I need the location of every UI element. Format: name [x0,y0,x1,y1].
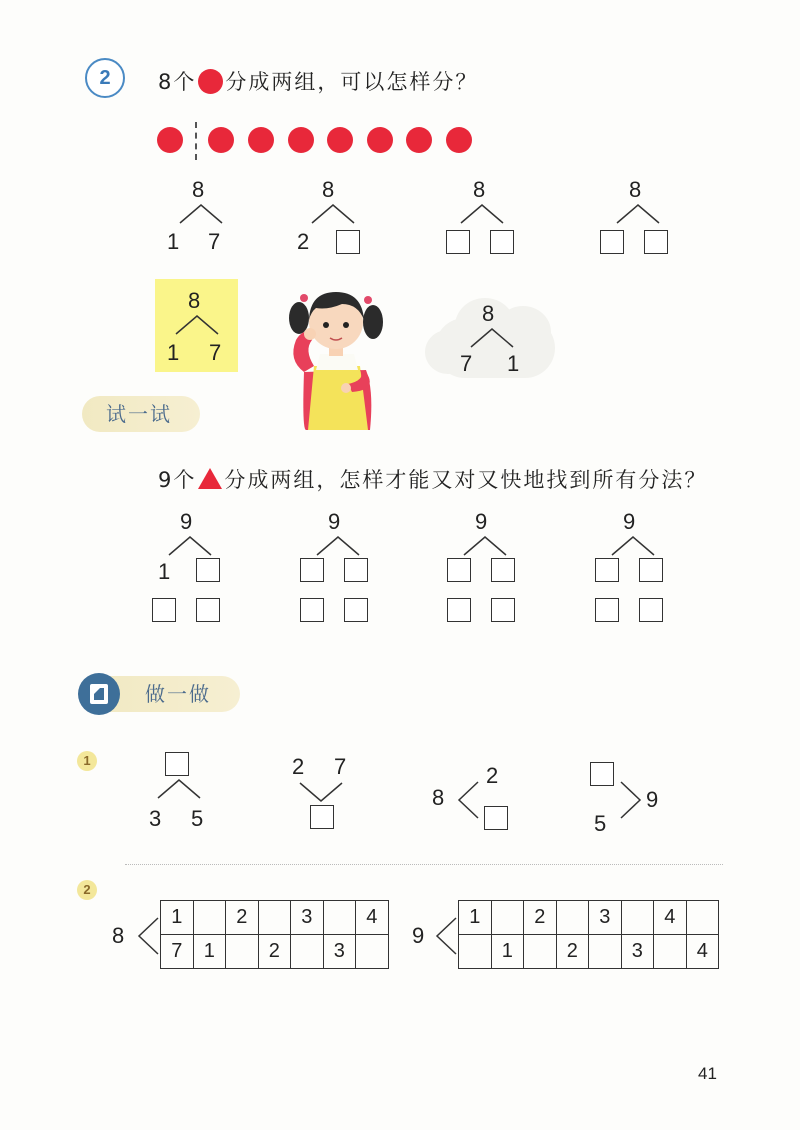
question-text: 9个 分成两组，怎样才能又对又快地找到所有分法？ [158,468,708,492]
red-dot [208,127,234,153]
answer-box[interactable] [639,598,663,622]
split-tree: 9 [445,510,525,630]
split-lines [434,916,460,956]
table-cell[interactable]: 3 [589,901,622,935]
table-row [161,901,389,935]
split-lines [315,535,361,557]
exercise-badge-number: 2 [99,67,111,89]
table-cell[interactable] [356,935,389,969]
answer-box[interactable] [196,558,220,582]
thought-cloud: 8 7 1 [425,290,565,386]
answer-box[interactable] [152,598,176,622]
decomposition-table-9: 9 1 2 3 4 1 2 3 4 [410,898,730,974]
split-tree: 8 [598,178,678,258]
split-lines [469,327,515,349]
split-lines [456,780,482,820]
join-lines [618,780,644,820]
answer-box[interactable] [310,805,334,829]
split-lines [178,203,224,225]
table-cell[interactable] [556,901,589,935]
split-tree: 8 2 [296,178,376,258]
answer-box[interactable] [446,230,470,254]
table-cell[interactable]: 1 [491,935,524,969]
section-title: 试一试 [106,402,172,426]
table-cell[interactable] [323,901,356,935]
table-cell[interactable] [491,901,524,935]
table-cell[interactable] [291,935,324,969]
table-cell[interactable]: 4 [686,935,719,969]
table-cell[interactable] [226,935,259,969]
table-cell[interactable]: 3 [291,901,324,935]
highlighted-split-tree: 8 1 7 [155,279,238,372]
table-cell[interactable]: 3 [621,935,654,969]
decomposition-table-8: 8 1 2 3 4 7 1 2 3 [110,898,400,974]
split-tree: 9 [593,510,673,630]
table-cell[interactable]: 2 [556,935,589,969]
red-dot [157,127,183,153]
decomposition-grid [458,900,719,969]
red-dot [288,127,314,153]
decomposition-grid [160,900,389,969]
answer-box[interactable] [196,598,220,622]
split-lines [136,916,162,956]
split-tree: 9 [298,510,378,630]
answer-box[interactable] [595,598,619,622]
answer-box[interactable] [600,230,624,254]
table-cell[interactable]: 1 [193,935,226,969]
table-cell[interactable]: 4 [356,901,389,935]
exercise-badge [85,58,125,98]
split-lines [174,314,220,336]
table-row [459,901,719,935]
side-split: 8 2 [430,762,520,842]
answer-box[interactable] [590,762,614,786]
split-lines [156,778,202,800]
girl-illustration [282,280,392,430]
answer-box[interactable] [484,806,508,830]
section-header-try [82,396,200,432]
table-cell[interactable] [459,935,492,969]
split-lines [310,203,356,225]
split-lines [459,203,505,225]
split-tree: 3 5 [145,752,225,832]
table-cell[interactable] [524,935,557,969]
split-lines [167,535,213,557]
answer-box[interactable] [595,558,619,582]
table-cell[interactable]: 7 [161,935,194,969]
exercise-number: 1 [77,751,97,771]
split-lines [615,203,661,225]
table-cell[interactable]: 2 [226,901,259,935]
table-cell[interactable]: 3 [323,935,356,969]
dotted-divider [125,864,723,865]
page-number: 41 [698,1064,717,1083]
table-cell[interactable] [589,935,622,969]
table-cell[interactable] [621,901,654,935]
table-cell[interactable]: 1 [161,901,194,935]
split-tree: 9 1 [150,510,230,630]
red-dot [327,127,353,153]
answer-box[interactable] [336,230,360,254]
exercise-number: 2 [77,880,97,900]
split-lines [462,535,508,557]
answer-box[interactable] [644,230,668,254]
dashed-divider [195,122,197,160]
question-text: 8个 分成两组，可以怎样分？ [158,70,479,94]
red-dot [406,127,432,153]
table-cell[interactable] [258,901,291,935]
red-dot [446,127,472,153]
answer-box[interactable] [165,752,189,776]
section-title: 做一做 [145,682,211,706]
answer-box[interactable] [344,558,368,582]
table-cell[interactable] [193,901,226,935]
side-join: 9 5 [588,762,678,842]
split-tree: 8 1 7 [160,178,240,258]
answer-box[interactable] [344,598,368,622]
red-circle-icon [198,69,223,94]
answer-box[interactable] [447,598,471,622]
answer-box[interactable] [639,558,663,582]
table-cell[interactable] [686,901,719,935]
table-cell[interactable]: 1 [459,901,492,935]
answer-box[interactable] [490,230,514,254]
table-row [459,935,719,969]
red-dot [248,127,274,153]
table-cell[interactable] [654,935,687,969]
answer-box[interactable] [447,558,471,582]
answer-box[interactable] [300,558,324,582]
join-lines [298,781,344,803]
practice-icon [78,673,120,715]
join-tree: 2 7 [290,755,370,835]
red-triangle-icon [198,468,222,489]
split-tree: 8 [444,178,524,258]
table-cell[interactable]: 2 [524,901,557,935]
table-cell[interactable]: 4 [654,901,687,935]
table-cell[interactable]: 2 [258,935,291,969]
table-row [161,935,389,969]
answer-box[interactable] [491,558,515,582]
split-lines [610,535,656,557]
answer-box[interactable] [300,598,324,622]
answer-box[interactable] [491,598,515,622]
red-dot [367,127,393,153]
